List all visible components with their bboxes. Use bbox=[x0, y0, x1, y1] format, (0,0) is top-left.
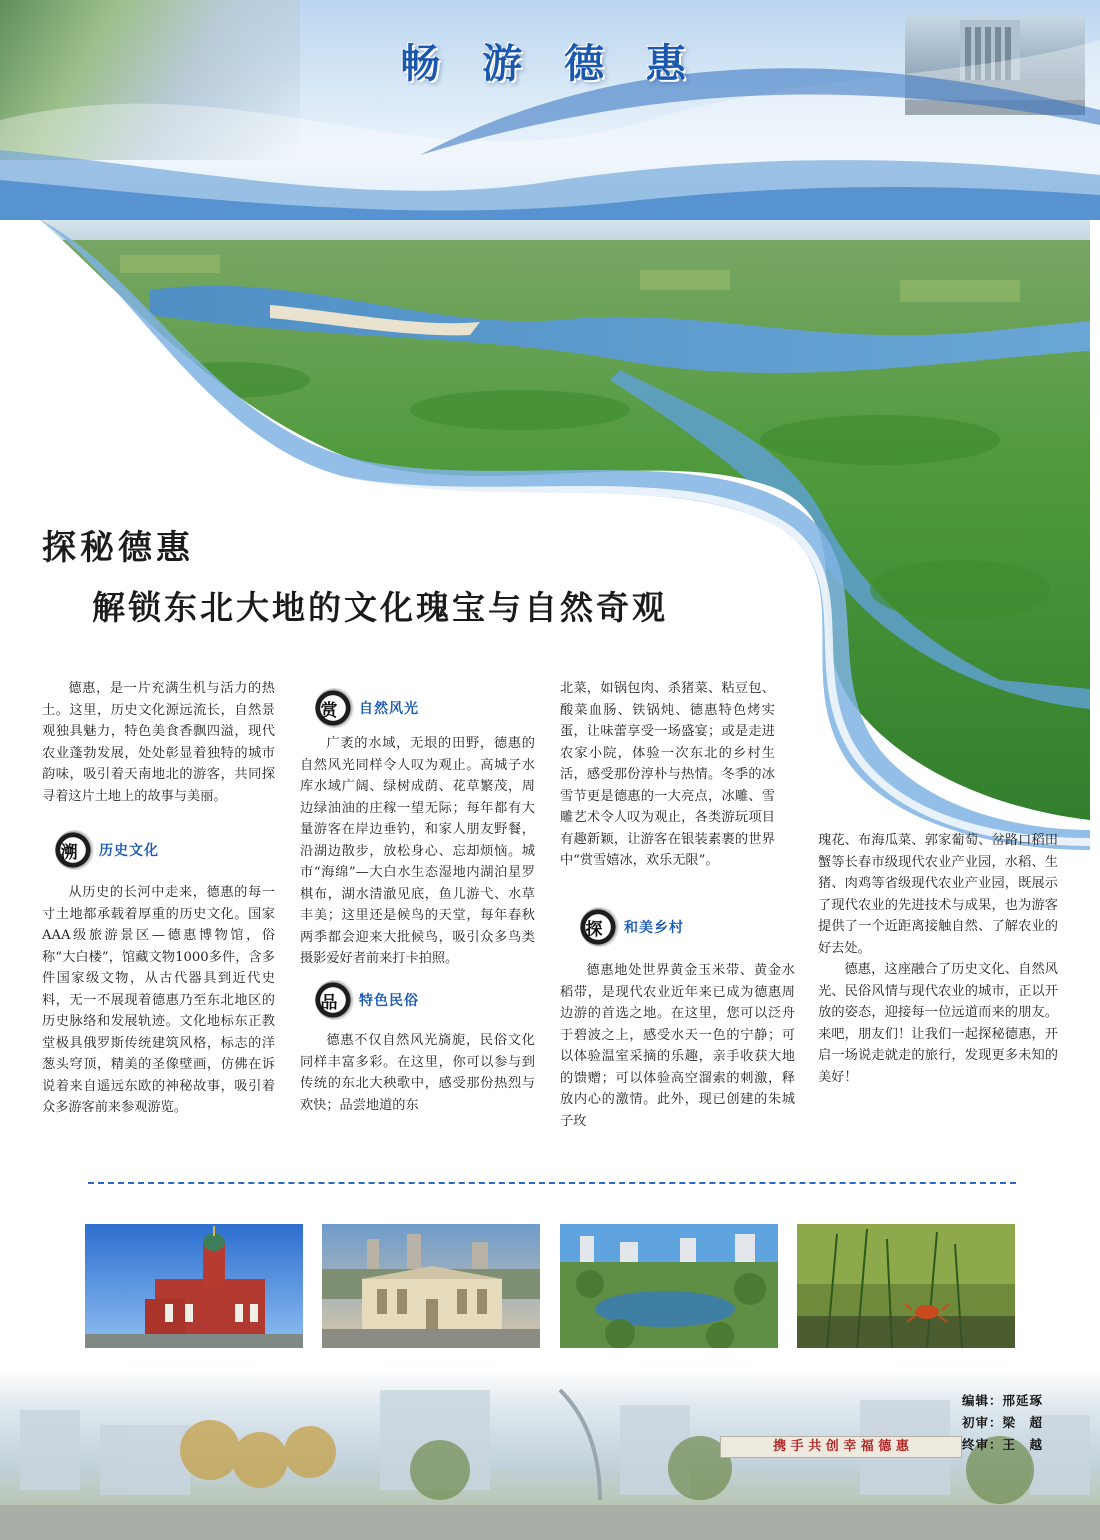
ink-circle-badge bbox=[580, 907, 620, 947]
village-and-closing bbox=[818, 830, 1058, 1088]
main-heading: 探秘德惠 bbox=[42, 528, 194, 568]
history-text: 从历史的长河中走来，德惠的每一寸土地都承载着厚重的历史文化。国家AAA级旅游景区—德惠博物馆，俗称“大白楼”，馆藏文物1000多件，含多件国家级文物，从古代器具到近代史料，无一不展现着德惠乃至东北地区的历史脉络和发展轨迹。文化地标东正教堂极具俄罗斯传统建筑风格，标志的洋葱头穹顶，精美的圣像壁画，仿佛在诉说着来自遥远东欧的神秘故事，吸引着众多游客前来参观游览。 bbox=[42, 885, 275, 1115]
folk-paragraph bbox=[300, 1030, 535, 1116]
credit-label: 终审： bbox=[962, 1437, 1003, 1452]
ink-circle-badge bbox=[315, 980, 355, 1020]
badge-char: 探 bbox=[585, 919, 603, 940]
nature-paragraph bbox=[300, 733, 535, 970]
footer-city-photo bbox=[0, 1370, 1100, 1540]
orthodox-church-photo bbox=[85, 1224, 303, 1348]
credit-line bbox=[962, 1390, 1043, 1412]
credit-name: 王 越 bbox=[1002, 1437, 1044, 1452]
section-nature-heading bbox=[315, 688, 419, 728]
credit-name: 邢延琢 bbox=[1002, 1393, 1044, 1408]
section-title: 历史文化 bbox=[99, 843, 159, 859]
section-folk-heading bbox=[315, 980, 419, 1020]
credit-label: 初审： bbox=[962, 1415, 1003, 1430]
badge-char: 品 bbox=[320, 992, 338, 1013]
credit-name: 梁 超 bbox=[1002, 1415, 1044, 1430]
folk-text-continued: 北菜，如锅包肉、杀猪菜、粘豆包、酸菜血肠、铁锅炖、德惠特色烤实蛋，让味蕾享受一场盛宴；或是走进农家小院，体验一次东北的乡村生活，感受那份淳朴与热情。冬季的冰雪节更是德惠的一大亮点，冰雕、雪雕艺术令人叹为观止，各类游玩项目有趣新颖，让游客在银装素裹的世界中“赏雪嬉冰，欢乐无限”。 bbox=[560, 681, 775, 868]
header-banner bbox=[0, 0, 1100, 220]
folk-text: 德惠不仅自然风光旖旎，民俗文化同样丰富多彩。在这里，你可以参与到传统的东北大秧歌中，感受那份热烈与欢快；品尝地道的东 bbox=[300, 1033, 535, 1113]
section-title: 特色民俗 bbox=[359, 993, 419, 1009]
ink-circle-badge bbox=[55, 830, 95, 870]
slogan-banner: 携 手 共 创 幸 福 德 惠 bbox=[720, 1436, 962, 1458]
village-text: 德惠地处世界黄金玉米带、黄金水稻带，是现代农业近年来已成为德惠周边游的首选之地。在这里，您可以泛舟于碧波之上，感受水天一色的宁静；可以体验温室采摘的乐趣，亲手收获大地的馈赠；可以体验高空溜索的刺激，释放内心的激情。此外，现已创建的朱城子玫 bbox=[560, 963, 795, 1129]
page-title: 畅 游 德 惠 bbox=[400, 40, 700, 87]
intro-paragraph bbox=[42, 678, 275, 807]
badge-char: 溯 bbox=[60, 842, 78, 863]
rice-paddy-crab-photo bbox=[797, 1224, 1015, 1348]
credit-line bbox=[962, 1412, 1043, 1434]
village-paragraph bbox=[560, 960, 795, 1132]
section-village-heading bbox=[580, 907, 684, 947]
section-history-heading bbox=[55, 830, 159, 870]
badge-char: 赏 bbox=[320, 700, 338, 721]
history-paragraph bbox=[42, 882, 275, 1119]
sub-heading: 解锁东北大地的文化瑰宝与自然奇观 bbox=[92, 588, 668, 627]
village-text-continued: 瑰花、布海瓜菜、郭家葡萄、岔路口稻田蟹等长春市级现代农业产业园，水稻、生猪、肉鸡等省级现代农业产业园，既展示了现代农业的先进技术与成果，也为游客提供了一个近距离接触自然、了解农业的好去处。 bbox=[818, 833, 1058, 956]
editor-credits bbox=[962, 1390, 1043, 1456]
section-title: 自然风光 bbox=[359, 701, 419, 717]
credit-line bbox=[962, 1434, 1043, 1456]
closing-text: 德惠，这座融合了历史文化、自然风光、民俗风情与现代农业的城市，正以开放的姿态，迎接每一位远道而来的朋友。来吧，朋友们！让我们一起探秘德惠，开启一场说走就走的旅行，发现更多未知的美好！ bbox=[818, 962, 1058, 1085]
nature-text: 广袤的水域，无垠的田野，德惠的自然风光同样令人叹为观止。高城子水库水域广阔、绿树成荫、花草繁茂，周边绿油油的庄稼一望无际；每年都有大量游客在岸边垂钓，和家人朋友野餐，沿湖边散步，放松身心、忘却烦恼。城市“海绵”—大白水生态湿地内湖泊星罗棋布，湖水清澈见底，鱼儿游弋、水草丰美；这里还是候鸟的天堂，每年春秋两季都会迎来大批候鸟，吸引众多鸟类摄影爱好者前来打卡拍照。 bbox=[300, 736, 535, 966]
museum-building-photo bbox=[322, 1224, 540, 1348]
ink-circle-badge bbox=[315, 688, 355, 728]
dashed-divider bbox=[88, 1182, 1016, 1184]
intro-text: 德惠，是一片充满生机与活力的热土。这里，历史文化源远流长，自然景观独具魅力，特色美食香飘四溢，现代农业蓬勃发展，处处彰显着独特的城市韵味，吸引着天南地北的游客，共同探寻着这片土地上的故事与美丽。 bbox=[42, 681, 275, 804]
section-title: 和美乡村 bbox=[624, 920, 684, 936]
city-lake-park-photo bbox=[560, 1224, 778, 1348]
folk-paragraph-continued bbox=[560, 678, 775, 872]
credit-label: 编辑： bbox=[962, 1393, 1003, 1408]
